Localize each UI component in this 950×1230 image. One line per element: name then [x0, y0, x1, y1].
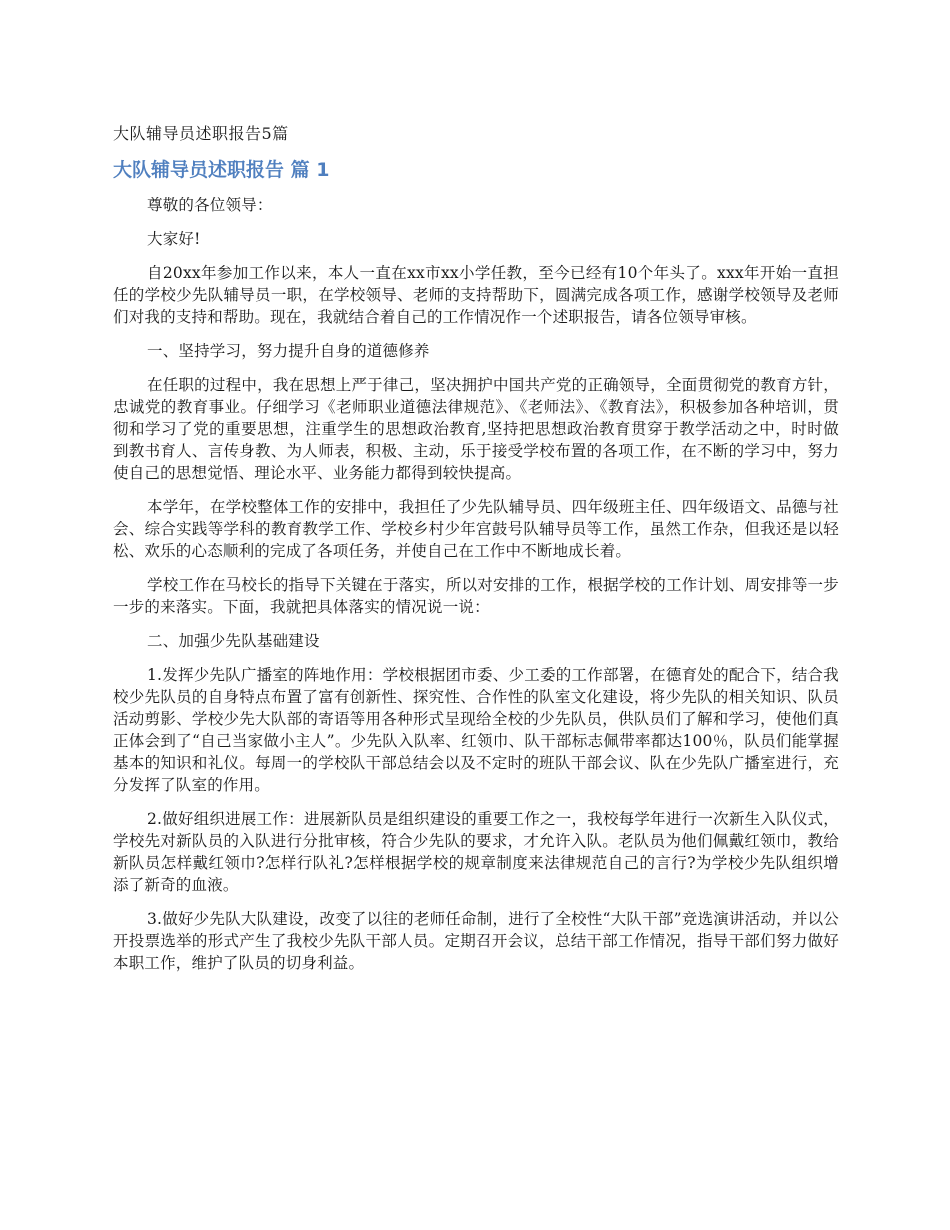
body-paragraph: 2.做好组织进展工作：进展新队员是组织建设的重要工作之一，我校每学年进行一次新生入队仪式，学校先对新队员的入队进行分批审核，符合少先队的要求，才允许入队。老队员为他们佩戴红领巾，教给新队员怎样戴红领巾?怎样行队礼?怎样根据学校的规章制度来法律规范自己的言行?为学校少先队组织增添了新奇的血液。 [113, 810, 839, 894]
subsection-heading: 一、坚持学习，努力提升自身的道德修养 [147, 342, 430, 360]
salutation: 尊敬的各位领导： [147, 196, 273, 214]
body-paragraph: 自20xx年参加工作以来，本人一直在xx市xx小学任教，至今已经有10个年头了。xxx年开始一直担任的学校少先队辅导员一职，在学校领导、老师的支持帮助下，圆满完成各项工作，感谢学校领导及老师们对我的支持和帮助。现在，我就结合着自己的工作情况作一个述职报告，请各位领导审核。 [113, 264, 839, 326]
body-paragraph: 本学年，在学校整体工作的安排中，我担任了少先队辅导员、四年级班主任、四年级语文、品德与社会、综合实践等学科的教育教学工作、学校乡村少年宫鼓号队辅导员等工作，虽然工作杂，但我还是以轻松、欢乐的心态顺利的完成了各项任务，并使自己在工作中不断地成长着。 [113, 498, 839, 560]
section-heading: 大队辅导员述职报告 篇 1 [113, 159, 330, 181]
body-paragraph: 在任职的过程中，我在思想上严于律己，坚决拥护中国共产党的正确领导，全面贯彻党的教育方针，忠诚党的教育事业。仔细学习《老师职业道德法律规范》、《老师法》、《教育法》，积极参加各种培训，贯彻和学习了党的重要思想，注重学生的思想政治教育,坚持把思想政治教育贯穿于教学活动之中，时时做到教书育人、言传身教、为人师表，积极、主动，乐于接受学校布置的各项工作，在不断的学习中，努力使自己的思想觉悟、理论水平、业务能力都得到较快提高。 [113, 376, 839, 482]
body-paragraph: 1.发挥少先队广播室的阵地作用：学校根据团市委、少工委的工作部署，在德育处的配合下，结合我校少先队员的自身特点布置了富有创新性、探究性、合作性的队室文化建设，将少先队的相关知识、队员活动剪影、学校少先大队部的寄语等用各种形式呈现给全校的少先队员，供队员们了解和学习，使他们真正体会到了“自己当家做小主人”。少先队入队率、红领巾、队干部标志佩带率都达100％，队员们能掌握基本的知识和礼仪。每周一的学校队干部总结会以及不定时的班队干部会议、队在少先队广播室进行，充分发挥了队室的作用。 [113, 666, 839, 794]
document-title: 大队辅导员述职报告5篇 [113, 124, 289, 143]
body-paragraph: 3.做好少先队大队建设，改变了以往的老师任命制，进行了全校性“大队干部”竞选演讲活动，并以公开投票选举的形式产生了我校少先队干部人员。定期召开会议，总结干部工作情况，指导干部们努力做好本职工作，维护了队员的切身利益。 [113, 910, 839, 972]
greeting: 大家好! [147, 230, 201, 248]
body-paragraph: 学校工作在马校长的指导下关键在于落实，所以对安排的工作，根据学校的工作计划、周安排等一步一步的来落实。下面，我就把具体落实的情况说一说： [113, 576, 839, 616]
subsection-heading: 二、加强少先队基础建设 [147, 632, 320, 650]
document-page [113, 122, 839, 974]
